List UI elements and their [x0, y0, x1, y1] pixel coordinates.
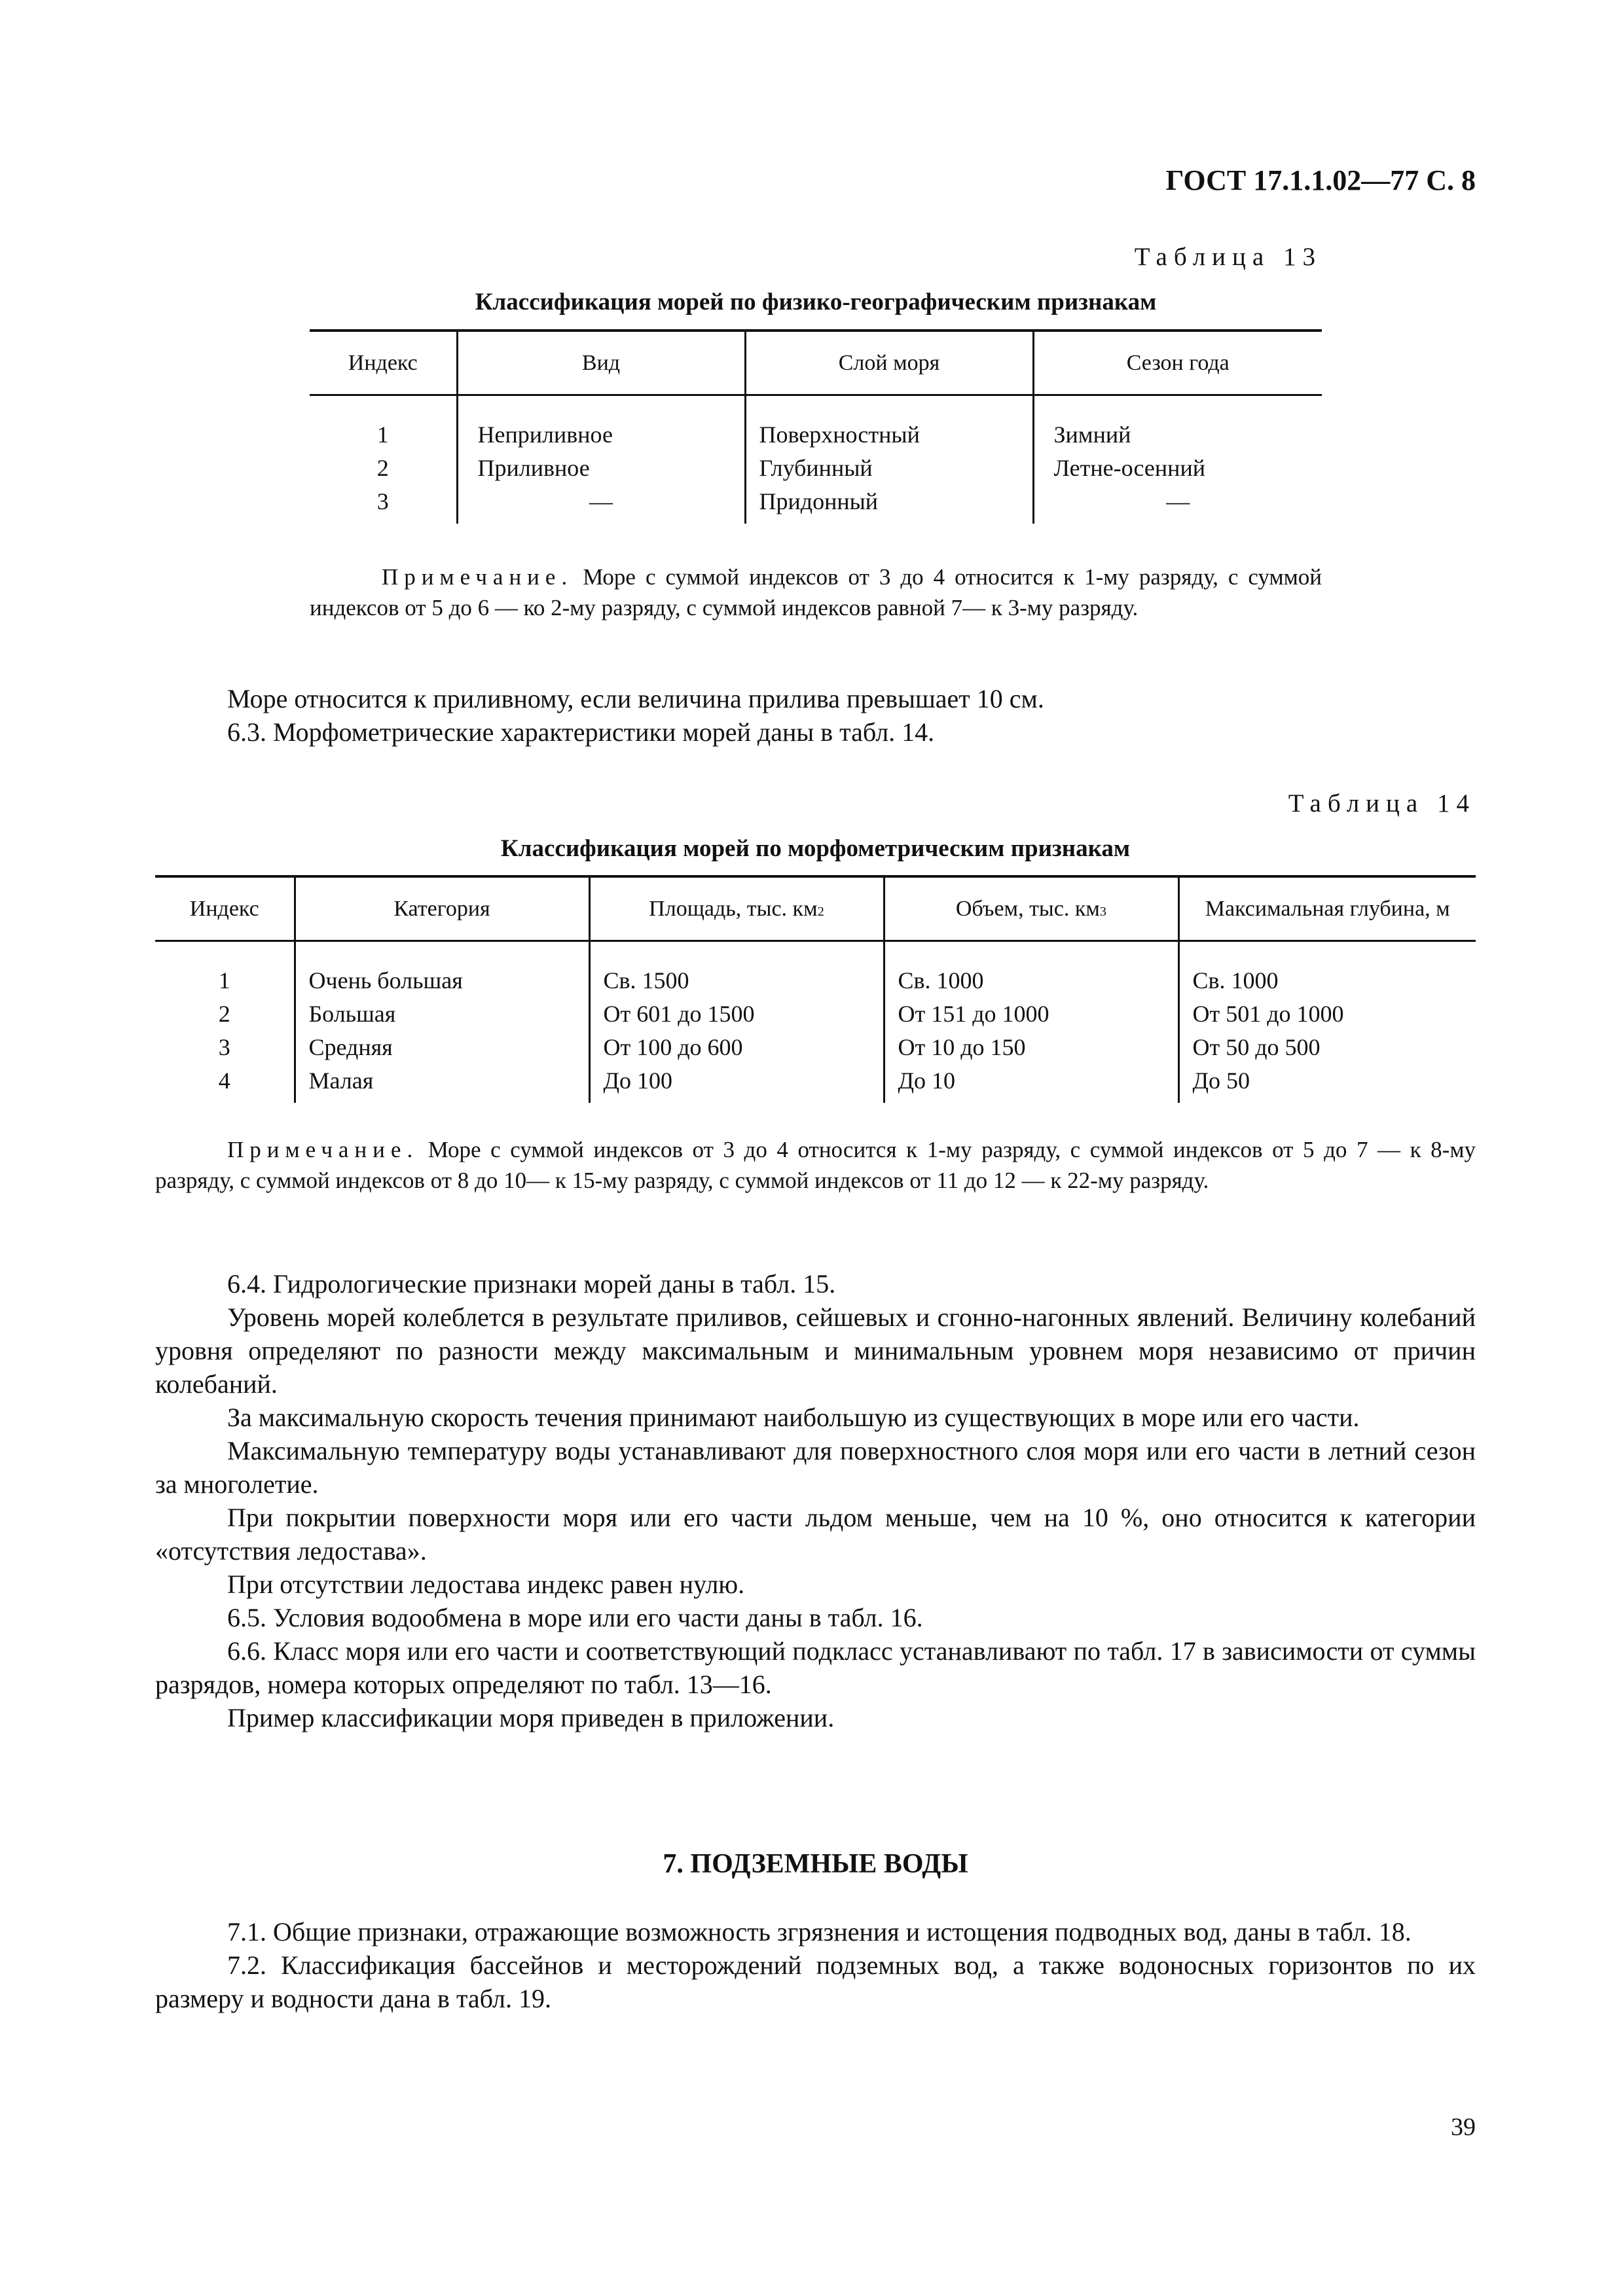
table14-cell: От 501 до 1000 [1178, 997, 1476, 1031]
table14-col-index: Индекс [189, 896, 259, 921]
paragraph: 6.5. Условия водообмена в море или его части даны в табл. 16. [227, 1603, 923, 1632]
table14-header-row [155, 876, 1476, 941]
table14 [155, 875, 1476, 1103]
table13-cell: 2 [376, 455, 389, 481]
table14-cell: Очень большая [295, 941, 589, 998]
table13-title: Классификация морей по физико-географическим признакам [475, 289, 1157, 315]
table13-cell: Придонный [745, 485, 1033, 524]
table13-col-season: Сезон года [1033, 331, 1322, 395]
table13-note-label: Примечание. [382, 564, 574, 590]
table13-col-layer: Слой моря [745, 331, 1033, 395]
paragraph: За максимальную скорость течения принимают наибольшую из существующих в море или его части. [227, 1403, 1360, 1432]
table13-header-row [310, 331, 1322, 395]
table14-title: Классификация морей по морфометрическим признакам [500, 835, 1131, 862]
table14-col-volume [884, 876, 1178, 941]
table13-cell: Зимний [1033, 395, 1322, 452]
paragraph: 6.6. Класс моря или его части и соответствующий подкласс устанавливают по табл. 17 в зависимости от суммы разрядов, номера которых определяют по табл. 13—16. [155, 1636, 1476, 1699]
table13-cell: — [457, 485, 745, 524]
paragraph: 6.4. Гидрологические признаки морей даны в табл. 15. [227, 1269, 836, 1299]
table-row [155, 1031, 1476, 1064]
paragraph: Пример классификации моря приведен в приложении. [227, 1703, 835, 1732]
table14-cell: До 100 [589, 1064, 884, 1103]
paragraph: Уровень морей колеблется в результате приливов, сейшевых и сгонно-нагонных явлений. Величину колебаний уровня определяют по разности между максимальным и минимальным уровнем моря независимо от причин колебаний. [155, 1302, 1476, 1399]
table14-cell: 3 [218, 1034, 230, 1060]
table14-col-depth: Максимальная глубина, м [1178, 876, 1476, 941]
table-row [310, 452, 1322, 485]
table13-col-index: Индекс [348, 350, 418, 375]
table14-cell: Св. 1000 [1178, 941, 1476, 998]
paragraph: 6.3. Морфометрические характеристики морей даны в табл. 14. [227, 717, 935, 747]
table14-col-area [589, 876, 884, 941]
table14-label: Таблица 14 [1288, 789, 1476, 817]
table14-cell: Средняя [295, 1031, 589, 1064]
table-row [310, 485, 1322, 524]
section-title: 7. ПОДЗЕМНЫЕ ВОДЫ [663, 1849, 968, 1879]
table13-note [310, 562, 1322, 623]
superscript: 3 [1099, 904, 1107, 919]
text-block-section7 [155, 1915, 1476, 2015]
table14-col-volume-label: Объем, тыс. км [955, 896, 1100, 921]
table14-cell: 1 [218, 967, 230, 994]
table14-cell: До 10 [884, 1064, 1178, 1103]
table13-cell: Глубинный [745, 452, 1033, 485]
table13-cell: 3 [376, 488, 389, 514]
table14-note [155, 1134, 1476, 1196]
table13-col-type: Вид [457, 331, 745, 395]
table-row [155, 1064, 1476, 1103]
table14-cell: 4 [218, 1067, 230, 1094]
text-block-main [155, 1267, 1476, 1734]
text-block-tidal [155, 682, 1476, 749]
table14-note-text: Море с суммой индексов от 3 до 4 относится к 1-му разряду, с суммой индексов от 5 до 7 — к 8-му разряду, с суммой индексов от 8 до 10— к 15-му разряду, с суммой индексов от 11 до 12 — к 22-му разряду. [155, 1137, 1476, 1193]
table14-cell: Св. 1500 [589, 941, 884, 998]
table13-cell: Поверхностный [745, 395, 1033, 452]
table14-cell: От 601 до 1500 [589, 997, 884, 1031]
table14-cell: От 100 до 600 [589, 1031, 884, 1064]
table13-cell: — [1033, 485, 1322, 524]
paragraph: Море относится к приливному, если величина прилива превышает 10 см. [227, 684, 1044, 713]
document-header: ГОСТ 17.1.1.02—77 С. 8 [1165, 164, 1476, 196]
paragraph: Максимальную температуру воды устанавливают для поверхностного слоя моря или его части в летний сезон за многолетие. [155, 1436, 1476, 1499]
table-row [310, 395, 1322, 452]
table13 [310, 329, 1322, 524]
table14-cell: Св. 1000 [884, 941, 1178, 998]
superscript: 2 [817, 904, 824, 919]
table14-cell: От 50 до 500 [1178, 1031, 1476, 1064]
table-row [155, 997, 1476, 1031]
table14-cell: Малая [295, 1064, 589, 1103]
table14-cell: От 10 до 150 [884, 1031, 1178, 1064]
table14-col-area-label: Площадь, тыс. км [649, 896, 818, 921]
table13-cell: Неприливное [457, 395, 745, 452]
table14-cell: Большая [295, 997, 589, 1031]
paragraph: 7.1. Общие признаки, отражающие возможность згрязнения и истощения подводных вод, даны в табл. 18. [227, 1917, 1412, 1946]
table-row [155, 941, 1476, 998]
table13-cell: Приливное [457, 452, 745, 485]
page-number: 39 [1451, 2113, 1476, 2141]
paragraph: 7.2. Классификация бассейнов и месторождений подземных вод, а также водоносных горизонтов по их размеру и водности дана в табл. 19. [155, 1950, 1476, 2013]
paragraph: При отсутствии ледостава индекс равен нулю. [227, 1570, 745, 1599]
table13-cell: 1 [376, 422, 389, 448]
table14-cell: 2 [218, 1001, 230, 1027]
table14-col-category: Категория [295, 876, 589, 941]
table14-cell: От 151 до 1000 [884, 997, 1178, 1031]
table13-note-text: Море с суммой индексов от 3 до 4 относится к 1-му разряду, с суммой индексов от 5 до 6 — ко 2-му разряду, с суммой индексов равной 7— к 3-му разряду. [310, 564, 1322, 620]
table14-note-label: Примечание. [227, 1137, 419, 1162]
paragraph: При покрытии поверхности моря или его части льдом меньше, чем на 10 %, оно относится к категории «отсутствия ледостава». [155, 1503, 1476, 1566]
table14-cell: До 50 [1178, 1064, 1476, 1103]
table13-cell: Летне-осенний [1033, 452, 1322, 485]
table13-label: Таблица 13 [1134, 243, 1322, 271]
